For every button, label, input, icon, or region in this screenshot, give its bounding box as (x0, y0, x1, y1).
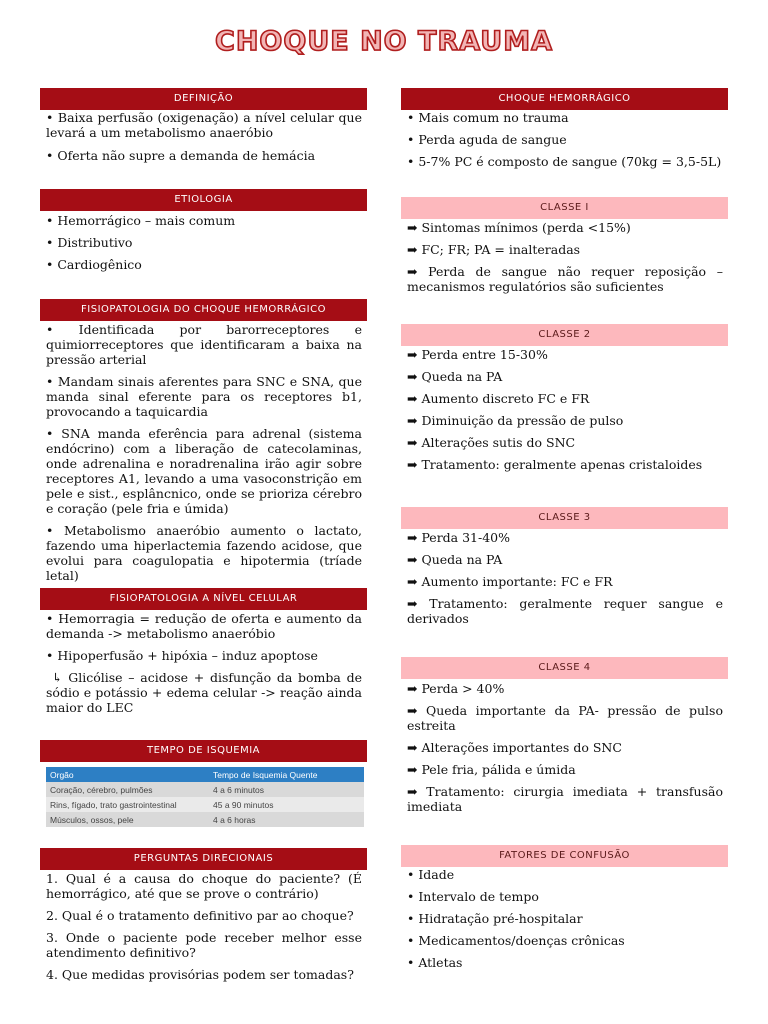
choque-hemorragico-list (407, 110, 723, 169)
isquemia-table (46, 767, 364, 827)
list-item: • 5-7% PC é composto de sangue (70kg = 3,5-5L) (407, 154, 722, 169)
list-item: ➡ Perda entre 15-30% (407, 347, 548, 362)
list-item: ➡ Alterações sutis do SNC (407, 435, 576, 450)
list-item: 2. Qual é o tratamento definitivo par ao choque? (46, 908, 354, 923)
list-item: ➡ Tratamento: cirurgia imediata + transfusão imediata (407, 784, 723, 814)
list-item: ➡ Queda na PA (407, 552, 503, 567)
list-item: 3. Onde o paciente pode receber melhor esse atendimento definitivo? (46, 930, 362, 960)
table-row (46, 812, 364, 827)
table-cell: Músculos, ossos, pele (46, 812, 209, 827)
list-item: ➡ Sintomas mínimos (perda <15%) (407, 220, 631, 235)
perguntas-header: PERGUNTAS DIRECIONAIS (40, 848, 367, 870)
table-row (46, 782, 364, 797)
list-item: • Hemorragia = redução de oferta e aumento da demanda -> metabolismo anaeróbio (46, 611, 362, 641)
list-item: • Cardiogênico (46, 257, 142, 272)
table-cell: 4 a 6 horas (209, 812, 364, 827)
table-cell: 4 a 6 minutos (209, 782, 364, 797)
list-item: ➡ Aumento discreto FC e FR (407, 391, 590, 406)
list-item: ➡ Alterações importantes do SNC (407, 740, 622, 755)
list-item: • Hidratação pré-hospitalar (407, 911, 583, 926)
fatores-header: FATORES DE CONFUSÃO (401, 845, 728, 867)
list-item: • Medicamentos/doenças crônicas (407, 933, 625, 948)
classe3-list (407, 530, 723, 626)
list-item: ➡ Perda 31-40% (407, 530, 511, 545)
list-item: ➡ Tratamento: geralmente requer sangue e derivados (407, 596, 723, 626)
fisio-hemorragico-header: FISIOPATOLOGIA DO CHOQUE HEMORRÁGICO (40, 299, 367, 321)
page-title: CHOQUE NO TRAUMA (215, 26, 553, 57)
list-item: ➡ Diminuição da pressão de pulso (407, 413, 624, 428)
table-cell: Coração, cérebro, pulmões (46, 782, 209, 797)
fatores-list (407, 867, 723, 970)
list-item: ➡ Perda de sangue não requer reposição – mecanismos regulatórios são suficientes (407, 264, 723, 294)
list-item: ➡ Pele fria, pálida e úmida (407, 762, 576, 777)
classe1-list (407, 220, 723, 294)
definicao-header: DEFINIÇÃO (40, 88, 367, 110)
list-item: ➡ Perda > 40% (407, 681, 505, 696)
list-item: 4. Que medidas provisórias podem ser tomadas? (46, 967, 354, 982)
list-item: 1. Qual é a causa do choque do paciente? (É hemorrágico, até que se prove o contrário) (46, 871, 362, 901)
choque-hemorragico-header: CHOQUE HEMORRÁGICO (401, 88, 728, 110)
table-cell: Rins, fígado, trato gastrointestinal (46, 797, 209, 812)
etiologia-header: ETIOLOGIA (40, 189, 367, 211)
classe4-list (407, 681, 723, 814)
column-header: Orgão (46, 767, 209, 782)
classe1-header: CLASSE I (401, 197, 728, 219)
list-item: • Hipoperfusão + hipóxia – induz apoptose (46, 648, 318, 663)
column-header: Tempo de Isquemia Quente (209, 767, 364, 782)
fisio-hemorragico-list (46, 322, 362, 583)
list-item: • Hemorrágico – mais comum (46, 213, 236, 228)
classe4-header: CLASSE 4 (401, 657, 728, 679)
list-item: • SNA manda eferência para adrenal (sistema endócrino) com a liberação de catecolaminas, onde adrenalina e noradrenalina irão agir sobre receptores A1, levando a uma vasoconstrição em pele e sist., esplâncnico, onde se prioriza cérebro e coração (pele fria e úmida) (46, 426, 362, 516)
classe2-list (407, 347, 723, 472)
classe2-header: CLASSE 2 (401, 324, 728, 346)
classe3-header: CLASSE 3 (401, 507, 728, 529)
list-item: • Mandam sinais aferentes para SNC e SNA, que manda sinal eferente para os receptores b1, provocando a taquicardia (46, 374, 362, 419)
list-item: ➡ Aumento importante: FC e FR (407, 574, 613, 589)
definicao-list (46, 110, 362, 163)
list-item: • Oferta não supre a demanda de hemácia (46, 148, 316, 163)
list-item: • Atletas (407, 955, 463, 970)
list-item: • Intervalo de tempo (407, 889, 539, 904)
list-item: ➡ Queda importante da PA- pressão de pulso estreita (407, 703, 723, 733)
list-item: • Mais comum no trauma (407, 110, 569, 125)
list-item: ➡ Queda na PA (407, 369, 503, 384)
etiologia-list (46, 213, 362, 272)
fisio-celular-header: FISIOPATOLOGIA A NÍVEL CELULAR (40, 588, 367, 610)
list-item: • Identificada por barorreceptores e quimiorreceptores que identificaram a baixa na pressão arterial (46, 322, 362, 367)
list-item: ↳ Glicólise – acidose + disfunção da bomba de sódio e potássio + edema celular -> reação ainda maior do LEC (46, 670, 362, 715)
list-item: • Metabolismo anaeróbio aumento o lactato, fazendo uma hiperlactemia fazendo acidose, que evolui para coagulopatia e hipotermia (tríade letal) (46, 523, 362, 583)
isquemia-header: TEMPO DE ISQUEMIA (40, 740, 367, 762)
list-item: ➡ Tratamento: geralmente apenas cristaloides (407, 457, 703, 472)
table-header-row (46, 767, 364, 782)
list-item: • Perda aguda de sangue (407, 132, 567, 147)
fisio-celular-list (46, 611, 362, 715)
table-row (46, 797, 364, 812)
list-item: ➡ FC; FR; PA = inalteradas (407, 242, 581, 257)
perguntas-list (46, 871, 362, 982)
list-item: • Distributivo (46, 235, 133, 250)
list-item: • Baixa perfusão (oxigenação) a nível celular que levará a um metabolismo anaeróbio (46, 110, 362, 140)
table-cell: 45 a 90 minutos (209, 797, 364, 812)
list-item: • Idade (407, 867, 455, 882)
